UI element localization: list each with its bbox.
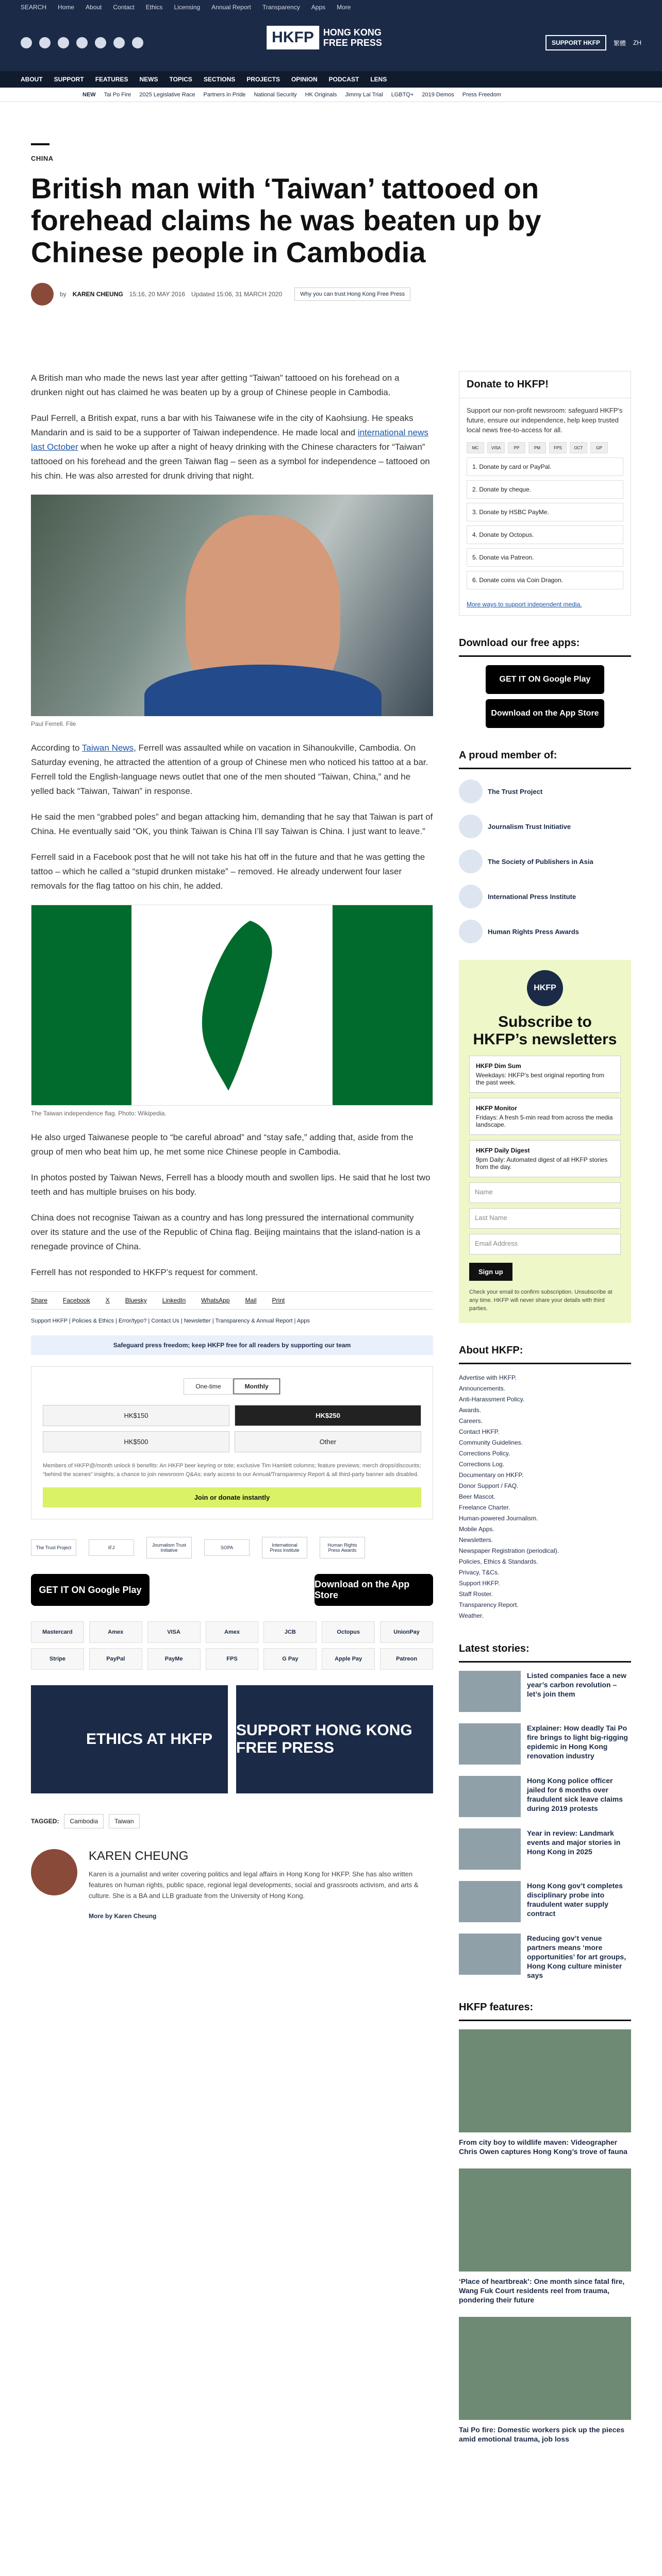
google-play-badge[interactable]: GET IT ON Google Play — [486, 665, 604, 694]
story-thumbnail[interactable] — [459, 1776, 521, 1817]
story-thumbnail[interactable] — [459, 1881, 521, 1922]
share-linkedin[interactable]: LinkedIn — [162, 1297, 186, 1304]
author-box-name[interactable]: KAREN CHEUNG — [89, 1849, 189, 1863]
stripe-icon[interactable]: Stripe — [31, 1648, 84, 1670]
name-input[interactable]: Name — [469, 1182, 621, 1203]
email-input[interactable]: Email Address — [469, 1234, 621, 1255]
x-icon[interactable] — [39, 37, 51, 48]
topbar-home[interactable]: Home — [58, 4, 75, 11]
share-facebook[interactable]: Facebook — [63, 1297, 90, 1304]
about-links — [459, 1372, 631, 1621]
amount-options — [43, 1405, 421, 1452]
threads-icon[interactable] — [132, 37, 143, 48]
apple-pay-icon[interactable]: Apple Pay — [322, 1648, 375, 1670]
trending-item[interactable]: 2025 Legislative Race — [139, 91, 195, 98]
option-title: HKFP Monitor — [476, 1105, 517, 1112]
author-name[interactable]: KAREN CHEUNG — [72, 291, 123, 298]
byline-by: by — [60, 291, 67, 298]
org-logo-icon — [459, 885, 483, 908]
updated-date: Updated 15:06, 31 MARCH 2020 — [191, 291, 283, 298]
header-actions — [545, 35, 641, 50]
topbar-apps[interactable]: Apps — [311, 4, 326, 11]
bluesky-icon[interactable] — [113, 37, 125, 48]
top-utility-bar — [0, 0, 662, 14]
site-logo[interactable] — [267, 26, 395, 49]
share-whatsapp[interactable]: WhatsApp — [201, 1297, 230, 1304]
topbar-search[interactable]: SEARCH — [21, 4, 47, 11]
donate-option[interactable]: 4. Donate by Octopus. — [467, 526, 623, 544]
author-avatar[interactable] — [31, 283, 54, 306]
about-link[interactable]: Transparency Report. — [459, 1601, 519, 1608]
latest-widget — [459, 1637, 631, 1980]
story-title[interactable]: Hong Kong police officer jailed for 6 months over fraudulent sick leave claims during 2019 protests — [527, 1776, 623, 1812]
newsletter-note: Check your email to confirm subscription. Unsubscribe at any time. HKFP will never share your details with third parties. — [469, 1289, 613, 1312]
latest-story[interactable] — [459, 1723, 631, 1765]
newsletter-logo: HKFP — [527, 970, 563, 1006]
feature-image[interactable] — [459, 2317, 631, 2420]
amex-icon[interactable]: Amex — [89, 1621, 142, 1643]
tag-taiwan[interactable]: Taiwan — [109, 1814, 139, 1828]
google-play-badge[interactable]: GET IT ON Google Play — [31, 1574, 150, 1606]
about-link[interactable]: Weather. — [459, 1612, 484, 1619]
member-org[interactable] — [459, 884, 631, 909]
share-x[interactable]: X — [105, 1297, 110, 1304]
org-logo-icon — [459, 850, 483, 873]
member-org-name: Journalism Trust Initiative — [488, 822, 571, 831]
trending-bar — [0, 88, 662, 102]
latest-story[interactable] — [459, 1934, 631, 1980]
org-logo-icon — [459, 920, 483, 943]
donation-form — [31, 1366, 433, 1519]
paragraph-text: when he woke up after a night of heavy drinking with the Chinese characters for “Taiwan” tattooed on his forehead and the green Taiwan flag – seen as a symbol for independence – tattooed on his chin. He was also arrested for drunk driving that night. — [31, 442, 430, 481]
nav-podcast[interactable]: PODCAST — [328, 76, 359, 83]
partner-logo[interactable]: Human Rights Press Awards — [320, 1537, 365, 1558]
donate-widget — [459, 371, 631, 616]
support-banner[interactable]: SUPPORT HONG KONG FREE PRESS — [236, 1685, 433, 1793]
apps-widget — [459, 631, 631, 728]
paragraph: China does not recognise Taiwan as a country and has long pressured the international community over its stature and the use of the Republic of China flag. Beijing maintains that the island-nation is a renegade province of China. — [31, 1213, 421, 1251]
amount-option-selected[interactable]: HK$250 — [235, 1405, 421, 1426]
trending-item[interactable]: Partners in Pride — [203, 91, 246, 98]
safeguard-banner[interactable]: Safeguard press freedom; keep HKFP free for all readers by supporting our team — [31, 1335, 433, 1355]
unionpay-icon[interactable]: UnionPay — [380, 1621, 433, 1643]
about-link[interactable]: Announcements. — [459, 1385, 506, 1392]
tag-cambodia[interactable]: Cambodia — [64, 1814, 104, 1828]
linkedin-icon[interactable] — [95, 37, 106, 48]
tag-list — [31, 1814, 433, 1828]
octopus-icon: OCT — [570, 442, 587, 453]
about-link[interactable]: Mobile Apps. — [459, 1526, 494, 1533]
app-store-badges — [31, 1574, 433, 1606]
author-box-info — [89, 1849, 433, 1920]
taiwan-news-link[interactable]: Taiwan News — [81, 743, 134, 753]
member-org-name: The Trust Project — [488, 787, 543, 795]
paragraph: Ferrell said in a Facebook post that he will not take his hat off in the future and that he was getting the tattoo – which he called a “stupid drunken mistake” – removed. He already underwent four laser removals for the flag tattoo on his chin, he added. — [31, 852, 425, 891]
latest-story[interactable] — [459, 1776, 631, 1817]
amount-option[interactable]: HK$500 — [43, 1431, 229, 1452]
one-time-tab[interactable]: One-time — [184, 1378, 233, 1395]
last-name-input[interactable]: Last Name — [469, 1208, 621, 1229]
topbar-annual-report[interactable]: Annual Report — [211, 4, 251, 11]
member-org[interactable] — [459, 814, 631, 839]
story-thumbnail[interactable] — [459, 1828, 521, 1870]
about-link[interactable]: Newsletters. — [459, 1536, 493, 1544]
nav-about[interactable]: ABOUT — [21, 76, 43, 83]
option-desc: Fridays: A fresh 5-min read from across the media landscape. — [476, 1114, 613, 1128]
story-title[interactable]: Year in review: Landmark events and major stories in Hong Kong in 2025 — [527, 1829, 621, 1856]
payme-icon: PM — [528, 442, 546, 453]
logo-mark: HKFP — [267, 26, 319, 49]
instagram-icon[interactable] — [58, 37, 69, 48]
mastercard-icon: MC — [467, 442, 484, 453]
ethics-banner[interactable]: ETHICS AT HKFP — [31, 1685, 228, 1793]
main-nav — [0, 71, 662, 88]
member-widget-title: A proud member of: — [459, 743, 631, 769]
org-logo-icon — [459, 779, 483, 803]
about-link[interactable]: Careers. — [459, 1417, 483, 1425]
join-donate-button[interactable]: Join or donate instantly — [43, 1487, 421, 1507]
member-benefits: Members of HKFP@/month unlock 6 benefits: An HKFP beer keyring or tote; exclusive Tim Hamlett columns; feature previews; merch drops/discounts; “behind the scenes” insights; a chance to join newsroom Q&As; early access to our Annual/Transparency Report & all third-party banner ads disabled. — [43, 1463, 421, 1478]
monthly-tab[interactable]: Monthly — [233, 1378, 280, 1395]
about-link[interactable]: Community Guidelines. — [459, 1439, 523, 1446]
paragraph-text: According to — [31, 743, 82, 753]
donate-option[interactable]: 2. Donate by cheque. — [467, 480, 623, 499]
topbar-about[interactable]: About — [86, 4, 102, 11]
feature-title[interactable]: Tai Po fire: Domestic workers pick up the pieces amid emotional trauma, job loss — [459, 2426, 625, 2443]
author-box — [31, 1849, 433, 1920]
newsletter-option[interactable] — [469, 1098, 621, 1135]
category-rule — [31, 143, 49, 145]
story-title[interactable]: Reducing gov’t venue partners means ‘more opportunities’ for art groups, Hong Kong culture minister says — [527, 1934, 626, 1979]
logo-text: HONG KONG FREE PRESS — [323, 27, 382, 48]
flag-center — [131, 905, 333, 1105]
more-by-author-link[interactable]: More by Karen Cheung — [89, 1912, 157, 1920]
fps-icon: FPS — [549, 442, 567, 453]
flag-left-stripe — [31, 905, 131, 1105]
youtube-icon[interactable] — [76, 37, 88, 48]
member-org-name: International Press Institute — [488, 892, 576, 901]
paragraph-text: Paul Ferrell, a British expat, runs a bar with his Taiwanese wife in the city of Kaohsiung. He speaks Mandarin and is said to be a supporter of Taiwan independence. He made local and — [31, 413, 413, 437]
paragraph: He also urged Taiwanese people to “be careful abroad” and “stay safe,” adding that, aside from the group of men who beat him up, he met some nice Chinese people in Cambodia. — [31, 1132, 413, 1157]
jcb-icon[interactable]: JCB — [263, 1621, 317, 1643]
option-title: HKFP Dim Sum — [476, 1062, 521, 1070]
feature-title[interactable]: From city boy to wildlife maven: Videographer Chris Owen captures Hong Kong’s trove of fauna — [459, 2138, 627, 2156]
topbar-contact[interactable]: Contact — [113, 4, 135, 11]
visa-icon: VISA — [487, 442, 505, 453]
partner-logos — [31, 1537, 433, 1558]
author-box-avatar[interactable] — [31, 1849, 77, 1895]
partner-logo[interactable]: Journalism Trust Initiative — [146, 1537, 192, 1558]
nav-opinion[interactable]: OPINION — [291, 76, 318, 83]
feature-image[interactable] — [459, 2029, 631, 2132]
payme-icon[interactable]: PayMe — [147, 1648, 201, 1670]
nav-support[interactable]: SUPPORT — [54, 76, 84, 83]
about-link[interactable]: Contact HKFP. — [459, 1428, 500, 1435]
story-thumbnail[interactable] — [459, 1671, 521, 1712]
donate-options — [459, 457, 631, 589]
app-store-badge[interactable]: Download on the App Store — [486, 699, 604, 728]
flag-right-stripe — [333, 905, 433, 1105]
nav-sections[interactable]: SECTIONS — [203, 76, 236, 83]
paragraph: In photos posted by Taiwan News, Ferrell has a bloody mouth and swollen lips. He said that he lost two teeth and has multiple bruises on his body. — [31, 1173, 431, 1197]
option-desc: 9pm Daily: Automated digest of all HKFP stories from the day. — [476, 1156, 608, 1171]
about-link[interactable]: Newspaper Registration (periodical). — [459, 1547, 559, 1554]
story-title[interactable]: Listed companies face a new year’s carbon revolution – let’s join them — [527, 1671, 626, 1698]
site-header — [0, 14, 662, 71]
patreon-icon[interactable]: Patreon — [380, 1648, 433, 1670]
about-link[interactable]: Staff Roster. — [459, 1590, 493, 1598]
about-link[interactable]: Donor Support / FAQ. — [459, 1482, 519, 1489]
amex-icon[interactable]: Amex — [206, 1621, 259, 1643]
trending-item[interactable]: Jimmy Lai Trial — [345, 91, 383, 98]
tagged-label: TAGGED: — [31, 1818, 59, 1825]
about-link[interactable]: Corrections Policy. — [459, 1450, 510, 1457]
international-news-link[interactable]: international news last October — [31, 428, 428, 452]
feature-image[interactable] — [459, 2168, 631, 2272]
promo-banners — [31, 1685, 433, 1793]
story-title[interactable]: Hong Kong gov’t completes disciplinary probe into fraudulent water supply contract — [527, 1882, 623, 1918]
support-button[interactable]: SUPPORT HKFP — [545, 35, 606, 50]
features-widget-title: HKFP features: — [459, 1995, 631, 2021]
story-title[interactable]: Explainer: How deadly Tai Po fire brings to light big-rigging epidemic in Hong Kong renovation industry — [527, 1724, 628, 1760]
paragraph — [31, 411, 433, 483]
share-mail[interactable]: Mail — [245, 1297, 257, 1304]
about-link[interactable]: Beer Mascot. — [459, 1493, 495, 1500]
latest-story[interactable] — [459, 1828, 631, 1870]
article-header — [0, 143, 662, 306]
language-switch[interactable]: 繁體 — [613, 39, 626, 47]
about-link[interactable]: Freelance Charter. — [459, 1504, 510, 1511]
nav-topics[interactable]: TOPICS — [169, 76, 192, 83]
why-trust-button[interactable]: Why you can trust Hong Kong Free Press — [294, 287, 410, 301]
share-label: Share — [31, 1297, 48, 1304]
amount-other[interactable]: Other — [235, 1431, 421, 1452]
about-link[interactable]: Awards. — [459, 1406, 482, 1414]
app-store-badge[interactable]: Download on the App Store — [315, 1574, 433, 1606]
photo-caption: Paul Ferrell. File — [31, 720, 76, 727]
trending-item[interactable]: Tai Po Fire — [104, 91, 131, 98]
about-widget — [459, 1338, 631, 1621]
about-link[interactable]: Support HKFP. — [459, 1580, 500, 1587]
about-link[interactable]: Anti-Harassment Policy. — [459, 1396, 525, 1403]
payment-methods — [31, 1621, 433, 1670]
visa-icon[interactable]: VISA — [147, 1621, 201, 1643]
byline — [31, 283, 631, 306]
donate-option[interactable]: 1. Donate by card or PayPal. — [467, 457, 623, 476]
share-bluesky[interactable]: Bluesky — [125, 1297, 147, 1304]
option-title: HKFP Daily Digest — [476, 1147, 530, 1154]
nav-projects[interactable]: PROJECTS — [246, 76, 280, 83]
topbar-more[interactable]: More — [337, 4, 351, 11]
latest-widget-title: Latest stories: — [459, 1637, 631, 1663]
signup-button[interactable]: Sign up — [469, 1263, 512, 1281]
member-org[interactable] — [459, 849, 631, 874]
nav-lens[interactable]: LENS — [370, 76, 387, 83]
trending-item[interactable]: HK Originals — [305, 91, 337, 98]
features-widget — [459, 1995, 631, 2444]
partner-logo[interactable]: International Press Institute — [262, 1537, 307, 1558]
mastercard-icon[interactable]: Mastercard — [31, 1621, 84, 1643]
paypal-icon: PP — [508, 442, 525, 453]
trending-item[interactable]: Press Freedom — [462, 91, 501, 98]
feature-title[interactable]: ‘Place of heartbreak’: One month since fatal fire, Wang Fuk Court residents reel from trauma, pondering their future — [459, 2277, 625, 2304]
gpay-icon[interactable]: G Pay — [263, 1648, 317, 1670]
article-category[interactable]: CHINA — [31, 155, 54, 162]
paragraph: Ferrell has not responded to HKFP’s request for comment. — [31, 1267, 258, 1277]
member-org[interactable] — [459, 919, 631, 944]
paragraph: A British man who made the news last year after getting “Taiwan” tattooed on his forehead on a drunken night out has claimed he was beaten up by a group of Chinese people in Cambodia. — [31, 373, 400, 397]
trending-item[interactable]: National Security — [254, 91, 297, 98]
taiwan-island-shape — [131, 905, 333, 1105]
member-widget — [459, 743, 631, 944]
partner-logo[interactable]: The Trust Project — [31, 1539, 76, 1556]
topbar-transparency[interactable]: Transparency — [262, 4, 300, 11]
article-title: British man with ‘Taiwan’ tattooed on forehead claims he was beaten up by Chinese people in Cambodia — [31, 172, 541, 268]
newsletter-widget — [459, 960, 631, 1323]
gpay-icon: GP — [590, 442, 608, 453]
about-link[interactable]: Corrections Log. — [459, 1461, 505, 1468]
language-zh[interactable]: ZH — [633, 39, 641, 46]
donate-option[interactable]: 3. Donate by HSBC PayMe. — [467, 503, 623, 521]
about-widget-title: About HKFP: — [459, 1338, 631, 1364]
topbar-licensing[interactable]: Licensing — [174, 4, 201, 11]
member-org[interactable] — [459, 778, 631, 804]
nav-features[interactable]: FEATURES — [95, 76, 128, 83]
option-desc: Weekdays: HKFP’s best original reporting from the past week. — [476, 1072, 604, 1086]
donate-option[interactable]: 6. Donate coins via Coin Dragon. — [467, 571, 623, 589]
newsletter-option[interactable] — [469, 1140, 621, 1177]
story-thumbnail[interactable] — [459, 1723, 521, 1765]
member-org-name: The Society of Publishers in Asia — [488, 857, 593, 866]
facebook-icon[interactable] — [21, 37, 32, 48]
about-link[interactable]: Advertise with HKFP. — [459, 1374, 517, 1381]
trending-item[interactable]: LGBTQ+ — [391, 91, 414, 98]
flag-caption: The Taiwan independence flag. Photo: Wikipedia. — [31, 1110, 167, 1117]
sidebar — [459, 371, 631, 2456]
fps-icon[interactable]: FPS — [206, 1648, 259, 1670]
newsletter-option[interactable] — [469, 1056, 621, 1093]
paypal-icon[interactable]: PayPal — [89, 1648, 142, 1670]
donate-widget-title: Donate to HKFP! — [459, 371, 631, 398]
trending-new-label: NEW — [82, 91, 96, 98]
social-links — [21, 37, 143, 48]
about-link[interactable]: Human-powered Journalism. — [459, 1515, 538, 1522]
publish-date: 15:16, 20 MAY 2016 — [129, 291, 186, 298]
nav-news[interactable]: NEWS — [139, 76, 158, 83]
article-body — [31, 371, 433, 1920]
octopus-icon[interactable]: Octopus — [322, 1621, 375, 1643]
apps-widget-title: Download our free apps: — [459, 631, 631, 657]
story-thumbnail[interactable] — [459, 1934, 521, 1975]
paragraph-text: , Ferrell was assaulted while on vacation in Sihanoukville, Cambodia. On Saturday evening, he attracted the attention of a group of Chinese men who noticed his tattoo at a bar. Ferrell told the English-language news outlet that one of the men shouted “Taiwan, China,” and he yelled back “Taiwan, Taiwan” in response. — [31, 743, 428, 796]
donate-widget-text: Support our non-profit newsroom: safeguard HKFP’s future, ensure our independence, help keep trusted local news free-to-access for all. — [467, 406, 623, 434]
share-bar — [31, 1291, 433, 1310]
frequency-toggle — [43, 1378, 421, 1395]
donate-option[interactable]: 5. Donate via Patreon. — [467, 548, 623, 567]
share-print[interactable]: Print — [272, 1297, 285, 1304]
topbar-ethics[interactable]: Ethics — [145, 4, 163, 11]
paul-ferrell-photo — [31, 495, 433, 716]
paragraph: He said the men “grabbed poles” and began attacking him, demanding that he say that Taiwan is part of China. He eventually said “OK, you think Taiwan is China I’ll say Taiwan is China. I just want to leave.” — [31, 812, 433, 836]
trending-item[interactable]: 2019 Demos — [422, 91, 454, 98]
taiwan-independence-flag — [31, 905, 433, 1106]
donate-payment-icons — [459, 442, 631, 453]
partner-logo[interactable]: IFJ — [89, 1539, 134, 1556]
about-link[interactable]: Privacy, T&Cs. — [459, 1569, 500, 1576]
partner-logo[interactable]: SOPA — [204, 1539, 250, 1556]
latest-story[interactable] — [459, 1881, 631, 1922]
amount-option[interactable]: HK$150 — [43, 1405, 229, 1426]
about-link[interactable]: Documentary on HKFP. — [459, 1471, 524, 1479]
newsletter-title: Subscribe to HKFP’s newsletters — [473, 1013, 617, 1048]
about-link[interactable]: Policies, Ethics & Standards. — [459, 1558, 538, 1565]
more-ways-link[interactable]: More ways to support independent media. — [467, 601, 582, 608]
org-logo-icon — [459, 815, 483, 838]
author-box-bio: Karen is a journalist and writer covering politics and legal affairs in Hong Kong for HKFP. She has also written features on human rights, public space, regional legal developments, social and grassroots activism, and arts & culture. She is a BA and LLB graduate from the University of Hong Kong. — [89, 1870, 419, 1900]
latest-story[interactable] — [459, 1671, 631, 1712]
member-org-name: Human Rights Press Awards — [488, 927, 579, 936]
article-footer-links[interactable]: Support HKFP | Policies & Ethics | Error/typo? | Contact Us | Newsletter | Transparency & Annual Report | Apps — [31, 1318, 310, 1324]
paragraph — [31, 741, 433, 799]
